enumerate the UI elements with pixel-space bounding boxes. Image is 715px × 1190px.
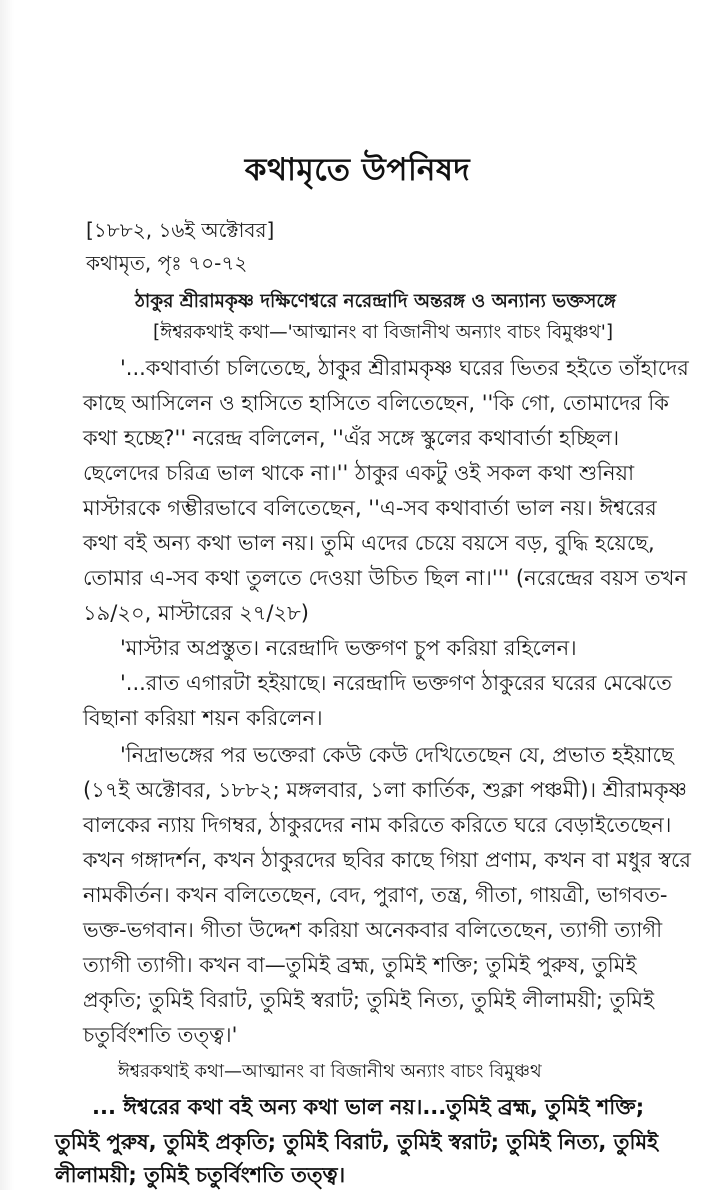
body-line: মাস্টারকে গম্ভীরভাবে বলিতেছেন, ''এ-সব কথাবার্তা ভাল নয়। ঈশ্বরের	[83, 496, 657, 520]
footer-line: তুমিই পুরুষ, তুমিই প্রকৃতি; তুমিই বিরাট, তুমিই স্বরাট; তুমিই নিত্য, তুমিই	[55, 1130, 659, 1154]
body-line: কাছে আসিলেন ও হাসিতে হাসিতে বলিতেছেন, ''কি গো, তোমাদের কি	[83, 391, 669, 415]
body-line: কথা বই অন্য কথা ভাল নয়। তুমি এদের চেয়ে বয়সে বড়, বুদ্ধি হয়েছে,	[83, 531, 655, 555]
date-line: [১৮৮২, ১৬ই অক্টোবর]	[86, 218, 275, 242]
body-line: (১৭ই অক্টোবর, ১৮৮২; মঙ্গলবার, ১লা কার্তিক, শুক্লা পঞ্চমী)। শ্রীরামকৃষ্ণ	[83, 778, 687, 802]
body-line: '...রাত এগারটা হইয়াছে। নরেন্দ্রাদি ভক্তগণ ঠাকুরের ঘরের মেঝেতে	[120, 671, 672, 695]
footer-line: ... ঈশ্বরের কথা বই অন্য কথা ভাল নয়।...তুমিই ব্রহ্ম, তুমিই শক্তি;	[92, 1095, 645, 1119]
section-heading: ঠাকুর শ্রীরামকৃষ্ণ দক্ষিণেশ্বরে নরেন্দ্রাদি অন্তরঙ্গ ও অন্যান্য ভক্তসঙ্গে	[135, 291, 617, 312]
body-line: '...কথাবার্তা চলিতেছে, ঠাকুর শ্রীরামকৃষ্ণ ঘরের ভিতর হইতে তাঁহাদের	[120, 356, 689, 380]
source-reference: কথামৃত, পৃঃ ৭০-৭২	[86, 251, 248, 275]
body-line: 'মাস্টার অপ্রস্তুত। নরেন্দ্রাদি ভক্তগণ চুপ করিয়া রহিলেন।	[120, 636, 577, 660]
body-line: নামকীর্তন। কখন বলিতেছেন, বেদ, পুরাণ, তন্ত্র, গীতা, গায়ত্রী, ভাগবত-	[83, 883, 668, 907]
body-line: চতুর্বিংশতি তত্ত্ব।'	[83, 1023, 238, 1047]
body-line: ত্যাগী ত্যাগী। কখন বা—তুমিই ব্রহ্ম, তুমিই শক্তি; তুমিই পুরুষ, তুমিই	[83, 953, 637, 977]
body-line: তোমার এ-সব কথা তুলতে দেওয়া উচিত ছিল না।''' (নরেন্দ্রের বয়স তখন	[83, 566, 687, 590]
page-title: কথামৃতে উপনিষদ	[244, 152, 471, 188]
section-subheading: [ঈশ্বরকথাই কথা—'আত্মানং বা বিজানীথ অন্যাং বাচং বিমুঞ্চথ']	[153, 322, 614, 343]
body-line: প্রকৃতি; তুমিই বিরাট, তুমিই স্বরাট; তুমিই নিত্য, তুমিই লীলাময়ী; তুমিই	[83, 988, 654, 1012]
body-line: বিছানা করিয়া শয়ন করিলেন।	[83, 706, 323, 730]
footer-line: লীলাময়ী; তুমিই চতুর্বিংশতি তত্ত্ব।	[55, 1163, 346, 1187]
body-line: ভক্ত-ভগবান। গীতা উদ্দেশ করিয়া অনেকবার বলিতেছেন, ত্যাগী ত্যাগী	[83, 918, 663, 942]
footer-heading: ঈশ্বরকথাই কথা—আত্মানং বা বিজানীথ অন্যাং বাচং বিমুঞ্চথ	[118, 1061, 542, 1082]
body-line: কথা হচ্ছে?'' নরেন্দ্র বলিলেন, ''এঁর সঙ্গে স্কুলের কথাবার্তা হচ্ছিল।	[83, 426, 620, 450]
body-line: 'নিদ্রাভঙ্গের পর ভক্তেরা কেউ কেউ দেখিতেছেন যে, প্রভাত হইয়াছে	[120, 743, 674, 767]
body-line: ১৯/২০, মাস্টারের ২৭/২৮)	[83, 601, 309, 625]
body-line: ছেলেদের চরিত্র ভাল থাকে না।'' ঠাকুর একটু ওই সকল কথা শুনিয়া	[83, 461, 635, 485]
body-line: বালকের ন্যায় দিগম্বর, ঠাকুরদের নাম করিতে করিতে ঘরে বেড়াইতেছেন।	[83, 813, 672, 837]
body-line: কখন গঙ্গাদর্শন, কখন ঠাকুরদের ছবির কাছে গিয়া প্রণাম, কখন বা মধুর স্বরে	[83, 848, 691, 872]
